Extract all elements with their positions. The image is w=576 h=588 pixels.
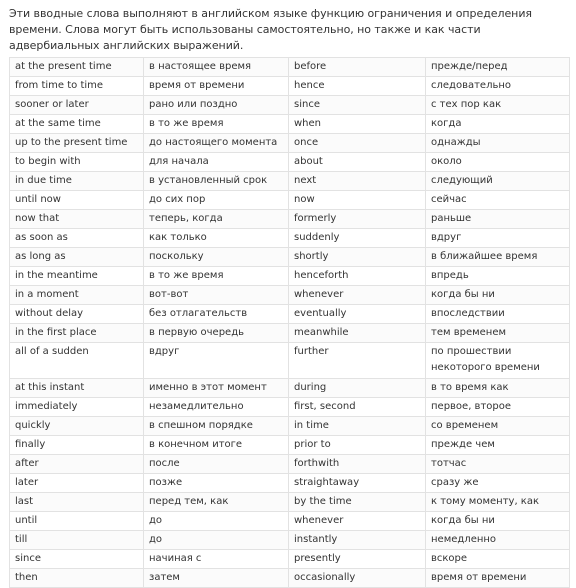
russian-translation-cell: до xyxy=(144,531,289,550)
russian-translation-cell: рано или поздно xyxy=(144,96,289,115)
russian-translation-cell: в первую очередь xyxy=(144,324,289,343)
russian-translation-cell: в спешном порядке xyxy=(144,417,289,436)
vocabulary-table xyxy=(9,57,570,588)
english-phrase-cell: sooner or later xyxy=(10,96,144,115)
russian-translation-cell: до сих пор xyxy=(144,191,289,210)
english-word-cell: whenever xyxy=(289,512,426,531)
russian-translation-cell: время от времени xyxy=(144,77,289,96)
vocabulary-table-body xyxy=(10,58,570,588)
russian-translation-cell: впоследствии xyxy=(426,305,570,324)
intro-paragraph: Эти вводные слова выполняют в английском языке функцию ограничения и определения времени. Слова могут быть использованы самостоятельно, но также и как части адвербиальных английских выражений. xyxy=(9,7,532,52)
english-word-cell: before xyxy=(289,58,426,77)
russian-translation-cell: к тому моменту, как xyxy=(426,493,570,512)
table-row xyxy=(10,191,570,210)
russian-translation-cell: в установленный срок xyxy=(144,172,289,191)
english-word-cell: first, second xyxy=(289,398,426,417)
russian-translation-cell: в настоящее время xyxy=(144,58,289,77)
english-phrase-cell: now that xyxy=(10,210,144,229)
russian-translation-cell: следующий xyxy=(426,172,570,191)
english-phrase-cell: later xyxy=(10,474,144,493)
english-phrase-cell: from time to time xyxy=(10,77,144,96)
english-word-cell: further xyxy=(289,343,426,379)
english-word-cell: meanwhile xyxy=(289,324,426,343)
table-row xyxy=(10,324,570,343)
english-word-cell: by the time xyxy=(289,493,426,512)
english-phrase-cell: in the meantime xyxy=(10,267,144,286)
english-phrase-cell: to begin with xyxy=(10,153,144,172)
english-word-cell: during xyxy=(289,379,426,398)
russian-translation-cell: именно в этот момент xyxy=(144,379,289,398)
english-word-cell: suddenly xyxy=(289,229,426,248)
table-row xyxy=(10,305,570,324)
english-word-cell: once xyxy=(289,134,426,153)
english-phrase-cell: till xyxy=(10,531,144,550)
russian-translation-cell: с тех пор как xyxy=(426,96,570,115)
russian-translation-cell: когда бы ни xyxy=(426,286,570,305)
english-phrase-cell: last xyxy=(10,493,144,512)
english-phrase-cell: up to the present time xyxy=(10,134,144,153)
russian-translation-cell: как только xyxy=(144,229,289,248)
english-phrase-cell: at the present time xyxy=(10,58,144,77)
table-row xyxy=(10,379,570,398)
table-row xyxy=(10,512,570,531)
russian-translation-cell: вдруг xyxy=(144,343,289,379)
table-row xyxy=(10,267,570,286)
english-word-cell: straightaway xyxy=(289,474,426,493)
english-phrase-cell: until xyxy=(10,512,144,531)
english-word-cell: presently xyxy=(289,550,426,569)
table-row xyxy=(10,229,570,248)
russian-translation-cell: вскоре xyxy=(426,550,570,569)
english-phrase-cell: at this instant xyxy=(10,379,144,398)
russian-translation-cell: однажды xyxy=(426,134,570,153)
russian-translation-cell: теперь, когда xyxy=(144,210,289,229)
russian-translation-cell: впредь xyxy=(426,267,570,286)
english-word-cell: occasionally xyxy=(289,569,426,588)
table-row xyxy=(10,248,570,267)
english-phrase-cell: quickly xyxy=(10,417,144,436)
russian-translation-cell: до xyxy=(144,512,289,531)
table-row xyxy=(10,493,570,512)
english-phrase-cell: after xyxy=(10,455,144,474)
english-word-cell: whenever xyxy=(289,286,426,305)
russian-translation-cell: раньше xyxy=(426,210,570,229)
russian-translation-cell: прежде/перед xyxy=(426,58,570,77)
russian-translation-cell: в то же время xyxy=(144,115,289,134)
english-word-cell: formerly xyxy=(289,210,426,229)
english-phrase-cell: until now xyxy=(10,191,144,210)
english-word-cell: in time xyxy=(289,417,426,436)
russian-translation-cell: в то время как xyxy=(426,379,570,398)
russian-translation-cell: сейчас xyxy=(426,191,570,210)
english-phrase-cell: in due time xyxy=(10,172,144,191)
table-row xyxy=(10,286,570,305)
russian-translation-cell: для начала xyxy=(144,153,289,172)
english-word-cell: now xyxy=(289,191,426,210)
russian-translation-cell: перед тем, как xyxy=(144,493,289,512)
english-phrase-cell: as soon as xyxy=(10,229,144,248)
english-word-cell: about xyxy=(289,153,426,172)
russian-translation-cell: в конечном итоге xyxy=(144,436,289,455)
english-word-cell: since xyxy=(289,96,426,115)
english-word-cell: forthwith xyxy=(289,455,426,474)
table-row xyxy=(10,550,570,569)
russian-translation-cell: сразу же xyxy=(426,474,570,493)
russian-translation-cell: прежде чем xyxy=(426,436,570,455)
russian-translation-cell: вдруг xyxy=(426,229,570,248)
english-phrase-cell: at the same time xyxy=(10,115,144,134)
table-row xyxy=(10,455,570,474)
russian-translation-cell: около xyxy=(426,153,570,172)
russian-translation-cell: начиная с xyxy=(144,550,289,569)
english-phrase-cell: all of a sudden xyxy=(10,343,144,379)
table-row xyxy=(10,210,570,229)
table-row xyxy=(10,569,570,588)
russian-translation-cell: незамедлительно xyxy=(144,398,289,417)
english-word-cell: henceforth xyxy=(289,267,426,286)
russian-translation-cell: затем xyxy=(144,569,289,588)
table-row xyxy=(10,172,570,191)
english-word-cell: when xyxy=(289,115,426,134)
russian-translation-cell: по прошествии некоторого времени xyxy=(426,343,570,379)
english-phrase-cell: in the first place xyxy=(10,324,144,343)
russian-translation-cell: без отлагательств xyxy=(144,305,289,324)
table-row xyxy=(10,58,570,77)
russian-translation-cell: вот-вот xyxy=(144,286,289,305)
english-word-cell: instantly xyxy=(289,531,426,550)
table-row xyxy=(10,153,570,172)
russian-translation-cell: в то же время xyxy=(144,267,289,286)
table-row xyxy=(10,474,570,493)
russian-translation-cell: первое, второе xyxy=(426,398,570,417)
russian-translation-cell: время от времени xyxy=(426,569,570,588)
table-row xyxy=(10,531,570,550)
table-row xyxy=(10,134,570,153)
english-word-cell: hence xyxy=(289,77,426,96)
russian-translation-cell: в ближайшее время xyxy=(426,248,570,267)
russian-translation-cell: до настоящего момента xyxy=(144,134,289,153)
english-phrase-cell: since xyxy=(10,550,144,569)
russian-translation-cell: позже xyxy=(144,474,289,493)
english-word-cell: prior to xyxy=(289,436,426,455)
table-row xyxy=(10,417,570,436)
table-row xyxy=(10,343,570,379)
table-row xyxy=(10,77,570,96)
russian-translation-cell: следовательно xyxy=(426,77,570,96)
russian-translation-cell: со временем xyxy=(426,417,570,436)
russian-translation-cell: когда бы ни xyxy=(426,512,570,531)
english-phrase-cell: finally xyxy=(10,436,144,455)
english-word-cell: next xyxy=(289,172,426,191)
english-phrase-cell: in a moment xyxy=(10,286,144,305)
english-word-cell: eventually xyxy=(289,305,426,324)
english-phrase-cell: then xyxy=(10,569,144,588)
russian-translation-cell: тотчас xyxy=(426,455,570,474)
table-row xyxy=(10,115,570,134)
russian-translation-cell: когда xyxy=(426,115,570,134)
russian-translation-cell: тем временем xyxy=(426,324,570,343)
english-phrase-cell: as long as xyxy=(10,248,144,267)
russian-translation-cell: после xyxy=(144,455,289,474)
russian-translation-cell: немедленно xyxy=(426,531,570,550)
russian-translation-cell: поскольку xyxy=(144,248,289,267)
table-row xyxy=(10,96,570,115)
table-row xyxy=(10,436,570,455)
english-word-cell: shortly xyxy=(289,248,426,267)
english-phrase-cell: immediately xyxy=(10,398,144,417)
table-row xyxy=(10,398,570,417)
english-phrase-cell: without delay xyxy=(10,305,144,324)
